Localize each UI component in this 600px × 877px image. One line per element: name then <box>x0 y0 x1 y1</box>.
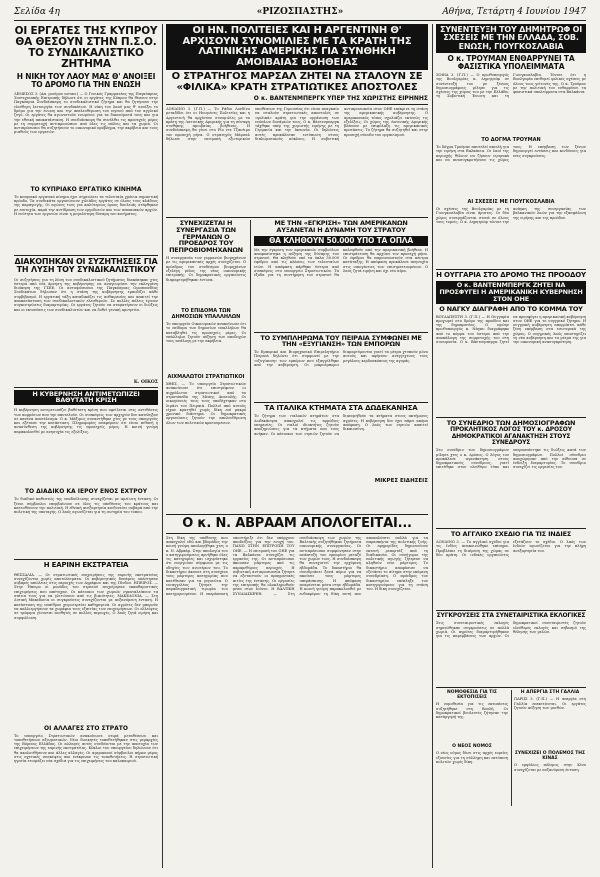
headline-cooperatives: ΣΥΓΚΡΟΥΣΕΙΣ ΣΤΑ ΣΥΝΕΤΑΙΡΙΣΤΙΚΑ ΕΚΛΟΓΙΚΕΣ <box>436 612 586 620</box>
article-text: ΣΟΦΙΑ 3. (Γ.Π.) — Ο πρωθυπουργός της Βουλγαρίας κ. Δημητρώφ σε συνέντευξή του με ξένους δημοσιογράφους μίλησε για τις σχέσεις της χώρας του με την Ελλάδα, τη Σοβιετική Ένωση και τη Γιουγκοσλαβία. Τόνισε ότι η Βουλγαρία επιθυμεί φιλικές σχέσεις με όλους τους γείτονές της. Ο κ. Τρούμαν με την πολιτική του ενθαρρύνει τα φασιστικά υπολείμματα στα Βαλκάνια. <box>436 72 586 99</box>
right-subcolumn <box>254 220 428 484</box>
subhead-yugoslavia: ΑΙ ΣΧΕΣΕΙΣ ΜΕ ΓΙΟΥΓΚΟΣΛΑΒΙΑ <box>467 198 555 205</box>
headline-drosos: ΠΡΟΚΛΗΤΙΚΟΣ ΛΟΓΟΣ ΤΟΥ κ. ΔΡΟΣΟΥ ΔΗΜΟΚΡΑΤΙΚΟΙ ΑΓΑΝΑΚΤΗΣΗ ΣΤΟΥΣ ΣΥΝΕΔΡΟΥΣ <box>450 426 572 446</box>
left-subcolumn <box>166 220 246 492</box>
article-text: Το Εμπορικό και Βιομηχανικό Επιμελητήριο Πειραιά δηλώνει ότι συμφωνεί με την «εξυγίανση» των εμπόρων που εξαγγέλθηκε από την κυβέρνηση. Οι μικροέμποροι διαμαρτύρονται γιατί τα μέτρα χτυπούν μόνο αυτούς και αφήνουν ανέγγιχτους τους μεγάλους κερδοσκόπους της αγοράς. <box>254 350 428 368</box>
article-text: Η κυβέρνηση αντιμετωπίζει βαθύτατη κρίση που οφείλεται στις αντιθέσεις των κομμάτων που την αποτελούν. Οι συσκέψεις των αρχηγών δεν κατέληξαν σε κανένα αποτέλεσμα. Ο κ. Μάξιμος συναντήθηκε χτες με τους υπουργούς και εξέτασε την κατάσταση. Πληροφορίες αναφέρουν ότι είναι πιθανή η ανασύνθεση της κυβέρνησης τις προσεχείς μέρες. Η κοινή γνώμη παρακολουθεί με ανησυχία τις εξελίξεις. <box>14 408 158 434</box>
article-text: Στις συνεταιριστικές εκλογές σημειώθηκαν συγκρούσεις σε πολλά χωριά. Οι αγρότες διαμαρτυρήθηκαν για τις παρεμβάσεις των αρχών. Οι δημοκρατικοί συνεταιριστές ζητούν ελεύθερες εκλογές και σεβασμό της θέλησης των μελών. <box>436 621 586 639</box>
article-text: Οι σχέσεις της Βουλγαρίας με τη Γιουγκοσλαβία είναι άριστες. Οι δύο χώρες συνεργάζονται στενά σε όλους τους τομείς. Ο κ. Δημητρώφ τόνισε την ανάγκη της συνεργασίας των βαλκανικών λαών για την εξασφάλιση της ειρήνης και της προόδου. <box>436 206 586 224</box>
subhead-enemy: ΤΟ ΔΙΑΔΙΚΟ ΚΑ ΙΕΡΟΥ ΕΝΟΣ ΕΧΤΡΟΥ <box>24 488 148 496</box>
subhead-france-strike: Η ΑΠΕΡΓΙΑ ΣΤΗ ΓΑΛΛΙΑ <box>520 690 580 696</box>
headline-army-increase: ΜΕ ΤΗΝ «ΕΓΚΡΙΣΗ» ΤΩΝ ΑΜΕΡΙΚΑΝΩΝ ΑΥΞΑΝΕΤΑΙ Η ΔΥΝΑΜΗ ΤΟΥ ΣΤΡΑΤΟΥ <box>274 219 408 234</box>
subhead-vandenberg: Ο κ. ΒΑΝΤΕΝΜΠΕΡΓΚ ΥΠΕΡ ΤΗΣ ΧΩΡΙΣΤΗΣ ΕΙΡΗΝΗΣ <box>253 95 428 102</box>
headline-dimitrov: ΣΥΝΕΝΤΕΥΞΗ ΤΟΥ ΔΗΜΗΤΡΩΦ ΟΙ ΣΧΕΣΕΙΣ ΜΕ ΤΗΝ ΕΛΛΑΔΑ, ΣΟΒ. ΕΝΩΣΗ, ΓΙΟΥΓΚΟΣΛΑΒΙΑ <box>436 24 586 53</box>
article-text: ΛΟΝΔΙΝΟ 3. (Γ.Π.) — Το Ράδιο Λονδίνο μεταδίδει ότι οι Ηνωμένες Πολιτείες και η Αργεντινή θα αρχίσουν συνομιλίες με τα κράτη της Λατινικής Αμερικής για τη σύναψη συνθήκης αμοιβαίας βοήθειας. Η συνδιάσκεψη θα γίνει στο Ρίο ντε Τζανέιρο τον προσεχή μήνα. Ο στρατηγός Μάρσαλ δήλωσε στην επιτροπή εξωτερικών υποθέσεων της Γερουσίας ότι είναι αναγκαίο να σταλούν στρατιωτικές αποστολές σε «φιλικά» κράτη για την οργάνωση των ενόπλων δυνάμεών τους. Ο κ. Βάντενμπεργκ τάχθηκε υπέρ της χωριστής ειρήνης με τη Γερμανία και την Ιαπωνία. Οι δηλώσεις αυτές προκάλεσαν εντύπωση στους διπλωματικούς κύκλους. Η σοβιετική αντιπροσωπεία στον ΟΗΕ επέκρινε τη στάση της αμερικανικής κυβέρνησης. Ο αμερικανικός τύπος σχολιάζει εκτενώς τις εξελίξεις. Οι χώρες της Λατινικής Αμερικής βλέπουν με επιφύλαξη τις αμερικανικές προτάσεις. Το ζήτημα θα συζητηθεί και στην προσεχή σύνοδο του οργανισμού. <box>166 107 428 142</box>
subhead-deportations: ΝΟΜΟΘΕΣΙΑ ΓΙΑ ΤΙΣ ΕΚΤΟΠΙΣΕΙΣ <box>446 690 497 701</box>
bottom-left <box>436 690 508 801</box>
article-text: ΒΟΥΔΑΠΕΣΤΗ 3. (Γ.Π.) — Η Ουγγαρία προχωρεί στο δρόμο της προόδου και της δημοκρατίας. Ο πρώην πρωθυπουργός κ. Νάγκυ διαγράφηκε από το κόμμα του ύστερα από την αποκάλυψη της συμμετοχής του στη συνωμοσία. Ο κ. Βάντενμπεργκ ζητεί να προσφύγει η αμερικανική κυβέρνηση στον ΟΗΕ για το ουγγρικό ζήτημα. Η ουγγρική κυβέρνηση απορρίπτει κάθε ξένη επέμβαση στα εσωτερικά της χώρας. Ο ουγγρικός λαός υποστηρίζει τη νέα κυβέρνηση και τα μέτρα της για την οικονομική ανασυγκρότηση. <box>436 314 586 345</box>
masthead-rule <box>14 20 586 21</box>
headline-hungary: Η ΟΥΓΓΑΡΙΑ ΣΤΟ ΔΡΟΜΟ ΤΗΣ ΠΡΟΟΔΟΥ <box>436 270 586 279</box>
headline-dodecanese: ΤΑ ΙΤΑΛΙΚΑ ΚΤΗΜΑΤΑ ΣΤΑ ΔΩΔΕΚΑΝΗΣΑ <box>264 404 418 413</box>
headline-journalists: ΤΟ ΣΥΝΕΔΡΙΟ ΤΩΝ ΔΗΜΟΣΙΟΓΡΑΦΩΝ <box>446 418 576 427</box>
bottom-block <box>436 690 586 810</box>
column-rule <box>432 24 433 868</box>
newspaper-name: «ΡΙΖΟΣΠΑΣΤΗΣ» <box>256 7 344 17</box>
bottom-right <box>514 690 586 803</box>
article-text: Το υπουργείο Οικονομικών ανακοίνωσε ότι το επίδομα των δημοσίων υπαλλήλων θα καταβληθεί τις προσεχείς μέρες. Οι υπάλληλοι ζητούν αύξηση των αποδοχών τους ανάλογη με την ακρίβεια. <box>166 322 246 344</box>
headline-nagy: Ο ΝΑΓΚΥ ΔΙΑΓΡΑΦΗ ΑΠΟ ΤΟ ΚΟΜΜΑ ΤΟΥ <box>439 304 583 313</box>
middle-block <box>166 220 428 512</box>
article-text: Το διαδικό καθεστώς της υποδούλωσης συνεχίζεται με αμείωτη ένταση. Οι ξένοι σύμβουλοι επεμβαίνουν σε όλες τις υποθέσεις του κράτους και κατευθύνουν την πολιτική. Η εθνική ανεξαρτησία κινδυνεύει σοβαρά από την πολιτική της υποταγής. Ο λαός αγωνίζεται για τη σωτηρία του τόπου. <box>14 497 158 515</box>
article-text: ΛΟΝΔΙΝΟ 3. — Το αγγλικό σχέδιο για τις Ινδίες ανακοινώθηκε επίσημα. Προβλέπει τη διαίρεση της χώρας σε δύο κράτη. Οι ινδικές οργανώσεις εξετάζουν το σχέδιο. Ο λαός των Ινδιών αγωνίζεται για την πλήρη ανεξαρτησία του. <box>436 540 586 557</box>
subcolumn-rule <box>250 220 251 508</box>
headline-india: ΤΟ ΑΓΓΛΙΚΟ ΣΧΕΔΙΟ ΓΙΑ ΤΙΣ ΙΝΔΙΕΣ <box>450 530 572 539</box>
headline-government-crisis: Η ΚΥΒΕΡΝΗΣΗ ΑΝΤΙΜΕΤΩΠΙΖΕΙ ΒΑΘΥΤΑΤΗ ΚΡΙΣΗ <box>14 390 158 406</box>
subhead-civil-servants: ΤΟ ΕΠΙΔΟΜΑ ΤΩΝ ΔΗΜΟΣΙΩΝ ΥΠΑΛΛΗΛΩΝ <box>171 308 241 321</box>
article-text: Με την έγκριση των αμερικανών συμβούλων αποφασίστηκε η αύξηση της δύναμης του στρατού. Θα κληθούν υπό τα όπλα 50.000 έφεδροι από τις κλάσεις των τελευταίων ετών. Η απόφαση πάρθηκε ύστερα από συσκέψεις στο υπουργείο Στρατιωτικών. Τα έξοδα για τη συντήρηση του στρατού θα καλυφθούν από την αμερικανική βοήθεια. Η επιστράτευση θα αρχίσει τον προσεχή μήνα. Οι έφεδροι θα παρουσιαστούν στα κέντρα κατάταξης. Η απόφαση προκάλεσε ανησυχία στις οικογένειες των επιστρατευομένων. Ο λαός ζητά ειρήνη και όχι νέο αίμα. <box>254 247 428 278</box>
column-2 <box>166 24 428 871</box>
article-text: Οι συζητήσεις για τη λύση του συνδικαλιστικού ζητήματος διακόπηκαν χτες ύστερα από νέα άρνηση της κυβέρνησης να αναγνωρίσει την εκλεγμένη διοίκηση της ΓΣΕΕ. Οι αντιπρόσωποι της Παγκόσμιας Ομοσπονδίας Συνδικάτων δήλωσαν ότι η στάση της κυβέρνησης εμποδίζει κάθε συμβιβασμό. Η εργατική τάξη καταδικάζει τις αυθαιρεσίες και απαιτεί την αποκατάσταση των συνδικαλιστικών ελευθεριών. Σε πολλές πόλεις έγιναν συγκεντρώσεις διαμαρτυρίας. Οι εργάτες ζητούν να σταματήσουν οι διώξεις και οι εκτοπίσεις των συνδικαλιστών και να δοθεί γενική αμνηστία. <box>14 277 158 312</box>
article-text: Στη δίκη της υπόθεσης που απασχολεί εδώ και βδομάδες την κοινή γνώμη απολογήθηκε χτες ο κ. Ν. Αβραάμ. Στην απολογία του ο κατηγορούμενος αρνήθηκε όλες τις κατηγορίες και ισχυρίστηκε ότι ενεργούσε σύμφωνα με τις οδηγίες των ανωτέρων του. Το δικαστήριο άκουσε στη συνέχεια τους μάρτυρες κατηγορίας που κατέθεσαν για τα γεγονότα. Ο εισαγγελέας ζήτησε την παραδειγματική τιμωρία του κατηγορουμένου. Η υπεράσπιση υποστήριξε ότι δεν υπάρχουν αποδείξεις για την ενοχή του. ΠΑΝΩ ΣΤΗΝ ΕΠΙΤΡΟΠΗ ΤΟΥ ΟΗΕ. — Η επιτροπή του ΟΗΕ για τα Βαλκάνια συνεχίζει τις εργασίες της. Οι αντιπρόσωποι άκουσαν μάρτυρες από τις παραμεθόριες περιοχές. Η σοβιετική αντιπροσωπεία ζήτησε να εξεταστούν οι πραγματικές αιτίες της έντασης. Οι εργασίες της επιτροπής θα ολοκληρωθούν μέσα στον Ιούνιο. Η ΒΑΛΤΙΚΗ ΣΥΝΔΙΑΣΚΕΨΗ. — Στη συνδιάσκεψη των χωρών της Βαλτικής συζητήθηκαν ζητήματα οικονομικής συνεργασίας. Οι αντιπρόσωποι συμφώνησαν στην ανάπτυξη του εμπορίου μεταξύ των χωρών τους. Η συνδιάσκεψη θα συνεχιστεί την ερχόμενη εβδομάδα. Το δικαστήριο θα συνεδριάσει ξανά αύριο για να ακούσει τους μάρτυρες υπεράσπισης. Η απόφαση αναμένεται μέσα στην εβδομάδα. Η κοινή γνώμη παρακολουθεί με ενδιαφέρον τη δίκη αυτή που αποκαλύπτει πολλά για τα παρασκήνια της πολιτικής ζωής. Οι εφημερίδες δημοσιεύουν εκτενή ρεπορτάζ από τη διαδικασία. Οι συνήγοροι της πολιτικής αγωγής ζήτησαν να κληθούν νέοι μάρτυρες. Το δικαστήριο αποφάσισε να εξετάσει το αίτημα στην επόμενη συνεδρίαση. Ο πρόεδρος του δικαστηρίου επέπληξε τον κατηγορούμενο για τη στάση του. Η δίκη συνεχίζεται. <box>166 535 428 596</box>
headline-50000: ΘΑ ΚΛΗΘΟΥΝ 50.000 ΥΠΟ ΤΑ ΟΠΛΑ <box>254 236 428 246</box>
subhead-prisoners: ΑΙΧΜΑΛΩΤΟΙ ΣΤΡΑΤΙΩΤΙΚΟΙ <box>167 374 245 381</box>
subhead-victory: Η ΝΙΚΗ ΤΟΥ ΛΑΟΥ ΜΑΣ Θ' ΑΝΟΙΞΕΙ ΤΟ ΔΡΟΜΟ ΓΙΑ ΤΗΝ ΕΝΩΣΗ <box>16 72 156 89</box>
subhead-cyprus-labor: ΤΟ ΚΥΠΡΙΑΚΟ ΕΡΓΑΤΙΚΟ ΚΙΝΗΜΑ <box>30 185 142 193</box>
article-text: Στο συνέδριο των δημοσιογράφων μίλησε χτες ο κ. Δρόσος. Ο λόγος του προκάλεσε αγανάκτηση στους δημοκρατικούς συνέδρους, γιατί επιτέθηκε στον ελεύθερο τύπο και υπερασπίστηκε τις διώξεις κατά των δημοσιογράφων. Πολλοί σύνεδροι αποχώρησαν από την αίθουσα σε ένδειξη διαμαρτυρίας. Το συνέδριο συνεχίζει τις εργασίες του. <box>436 448 586 470</box>
article-text: Το κυπριακό εργατικό κίνημα έχει σημειώσει τα τελευταία χρόνια σημαντική πρόοδο. Τα συνδικάτα οργανώνουν χιλιάδες εργάτες σε όλους τους κλάδους της παραγωγής. Οι αγώνες τους για καλύτερους όρους δουλειάς στέφθηκαν με επιτυχία, παρά την αντίδραση των εργοδοτών και των αποικιακών αρχών. Η ενότητα των εργατών είναι η μεγαλύτερη δύναμη του κινήματος. <box>14 194 158 216</box>
headline-cyprus-workers: ΟΙ ΕΡΓΑΤΕΣ ΤΗΣ ΚΥΠΡΟΥ ΘΑ ΘΕΣΟΥΝ ΣΤΗΝ Π.Σ.Ο. ΤΟ ΣΥΝΔΙΚΑΛΙΣΤΙΚΟ ΖΗΤΗΜΑ <box>14 25 158 71</box>
headline-marshall: Ο ΣΤΡΑΤΗΓΟΣ ΜΑΡΣΑΛ ΖΗΤΕΙ ΝΑ ΣΤΑΛΟΥΝ ΣΕ «ΦΙΛΙΚΑ» ΚΡΑΤΗ ΣΤΡΑΤΙΩΤΙΚΕΣ ΑΠΟΣΤΟΛΕΣ <box>171 71 423 93</box>
headline-piraeus: ΤΟ ΣΥΜΠΛΗΡΩΜΑ ΤΟΥ ΠΕΙΡΑΙΑ ΣΥΜΦΩΝΕΙ ΜΕ ΤΗΝ «ΕΞΥΓΙΑΝΣΗ» ΤΩΝ ΕΜΠΟΡΩΝ <box>260 333 422 349</box>
headline-vandenberg-un: Ο κ. ΒΑΝΤΕΝΜΠΕΡΓΚ ΖΗΤΕΙ ΝΑ ΠΡΟΣΦΥΓΕΙ Η ΑΜΕΡΙΚΑΝΙΚΗ ΚΥΒΕΡΝΗΣΗ ΣΤΟΝ ΟΗΕ <box>436 281 586 303</box>
subcolumn-rule <box>511 690 512 806</box>
subhead-army-changes: ΟΙ ΑΛΛΑΓΕΣ ΣΤΟ ΣΤΡΑΤΟ <box>44 724 128 732</box>
signature: Κ. ΟΙΚΟΣ <box>133 379 158 385</box>
subhead-small-news: ΜΙΚΡΕΣ ΕΙΔΗΣΕΙΣ <box>374 478 428 485</box>
article-text: Η συνεργασία των γερμανών βιομηχάνων με τις αμερικανικές αρχές συνεχίζεται. Ο πρόεδρος του συνδέσμου βιομηχάνων εξελέγη μέλος της νέας οικονομικής επιτροπής. Οι δημοκρατικές οργανώσεις διαμαρτυρήθηκαν έντονα. <box>166 256 246 282</box>
article-text: Η νομοθεσία για τις εκτοπίσεις συζητήθηκε στη Βουλή. Οι δημοκρατικοί βουλευτές ζήτησαν την κατάργησή της. <box>436 702 508 720</box>
article-text: Το δόγμα Τρούμαν αποτελεί απειλή για την ειρήνη στα Βαλκάνια. Οι λαοί της περιοχής θέλουν να ζήσουν ειρηνικά και να ανασυγκροτήσουν τις χώρες τους. Η επέμβαση των ξένων δημιουργεί εντάσεις και κινδύνους για νέες συγκρούσεις. <box>436 144 586 162</box>
article-text: ΧΘΕΣ. — Το υπουργείο Στρατιωτικών ανακοίνωσε ότι επιστρέφουν οι αιχμάλωτοι στρατιωτικοί από τα στρατόπεδα της Μέσης Ανατολής. Οι οικογένειές τους τους υποδέχτηκαν στο λιμάνι του Πειραιά. Πολλοί από αυτούς είχαν κρατηθεί χωρίς δίκη επί μακρό χρονικό διάστημα. Οι δημοκρατικές οργανώσεις ζητούν την απελευθέρωση όλων των πολιτικών κρατουμένων. <box>166 382 246 425</box>
subhead-china-war: ΣΥΝΕΧΙΖΕΙ Ο ΠΟΛΕΜΟΣ ΤΗΣ ΚΙΝΑΣ <box>514 751 586 762</box>
article-text: Το υπουργείο Στρατιωτικών ανακοίνωσε σειρά μεταθέσεων και τοποθετήσεων αξιωματικών. Νέοι διοικητές τοποθετήθηκαν στις μεραρχίες της Βόρειας Ελλάδας. Οι αλλαγές αυτές συνδέονται με την αποτυχία των επιχειρήσεων της εαρινής εκστρατείας. Κύκλοι του υπουργείου δηλώνουν ότι θα ακολουθήσουν και άλλες αλλαγές. Οι αμερικανοί σύμβουλοι πήραν μέρος στις σχετικές συσκέψεις και ενέκριναν τις τοποθετήσεις. Η στρατιωτική ηγεσία ετοιμάζει νέα σχέδια για τις επιχειρήσεις του καλοκαιριού. <box>14 733 158 764</box>
column-4 <box>436 24 586 810</box>
date-line: Αθήνα, Τετάρτη 4 Ιουνίου 1947 <box>442 7 586 17</box>
article-text: ΘΕΣΣΑΛΙΑ. — Οι στρατιωτικές επιχειρήσεις της εαρινής εκστρατείας συνεχίζονται χωρίς αποτελέσματα. Οι κυβερνητικές δυνάμεις υπέστησαν σοβαρές απώλειες στις περιοχές των Αγράφων και της Πίνδου. ΗΠΕΙΡΟΣ. — Στην Ήπειρο οι μονάδες του στρατού επιχείρησαν εκκαθαριστικές επιχειρήσεις που απέτυχαν. Οι κάτοικοι των χωριών εγκαταλείπουν τα σπίτια τους για να γλιτώσουν από τις βιαιότητες. ΜΑΚΕΔΟΝΙΑ. — Στη Δυτική Μακεδονία οι συγκρούσεις συνεχίζονται με αυξανόμενη ένταση. Η κατάσταση της υπαίθρου χειροτερεύει καθημερινά. Οι αγρότες δεν μπορούν να καλλιεργήσουν τα χωράφια τους εξαιτίας των επιχειρήσεων. Οι ελλείψεις σε τρόφιμα γίνονται αισθητές σε πολλές περιοχές. Ο λαός ζητά ειρήνη και συμφιλίωση. <box>14 572 158 620</box>
headline-avraam: Ο κ. Ν. ΑΒΡΑΑΜ ΑΠΟΛΟΓΕΙΤΑΙ... <box>182 516 412 531</box>
headline-us-argentina: ΟΙ ΗΝ. ΠΟΛΙΤΕΙΕΣ ΚΑΙ Η ΑΡΓΕΝΤΙΝΗ Θ' ΑΡΧΙΣΟΥΝ ΣΥΝΟΜΙΛΙΕΣ ΜΕ ΤΑ ΚΡΑΤΗ ΤΗΣ ΛΑΤΙΝΙΚΗΣ ΑΜΕΡΙΚΗΣ ΓΙΑ ΣΥΝΘΗΚΗ ΑΜΟΙΒΑΙΑΣ ΒΟΗΘΕΙΑΣ <box>166 24 428 70</box>
subhead-truman-doctrine: ΤΟ ΔΟΓΜΑ ΤΡΟΥΜΑΝ <box>481 136 541 143</box>
article-text: Ο νέος νόμος δίνει στις αρχές ευρείες εξουσίες για τη σύλληψη και εκτόπιση πολιτών χωρίς δίκη. <box>436 751 508 764</box>
article-text: Ο εμφύλιος πόλεμος στην Κίνα συνεχίζεται με αυξανόμενη ένταση. <box>514 763 586 772</box>
subhead-new-law: Ο ΝΕΟΣ ΝΟΜΟΣ <box>452 744 492 750</box>
headline-truman: Ο κ. ΤΡΟΥΜΑΝ ΕΝΘΑΡΡΥΝΕΙ ΤΑ ΦΑΣΙΣΤΙΚΑ ΥΠΟΛΕΙΜΜΑΤΑ <box>447 54 575 72</box>
headline-talks-interrupted: ΔΙΑΚΟΠΗΚΑΝ ΟΙ ΣΥΖΗΤΗΣΕΙΣ ΓΙΑ ΤΗ ΛΥΣΗ ΤΟΥ ΣΥΝΔΙΚΑΛΙΣΤΙΚΟΥ <box>14 256 158 275</box>
article-text: ΠΑΡΙΣΙ 3. (Γ.Π.) — Η απεργία στη Γαλλία επεκτείνεται. Οι εργάτες ζητούν αύξηση των μισθών. <box>514 697 586 710</box>
column-1 <box>14 24 158 846</box>
headline-germans: ΣΥΝΕΧΙΖΕΤΑΙ Η ΣΥΝΕΡΓΑΣΙΑ ΤΩΝ ΓΕΡΜΑΝΩΝ Ο ΠΡΟΕΔΡΟΣ ΤΟΥ ΠΕΠΡΟΒΙΟΜΗΧΑΝΩΝ <box>169 219 243 255</box>
article-text: ΛΕΜΕΣΟΣ 3. (Απ. μονίμου ανταπ.) — Ο Γενικός Γραμματέας της Παγκύπριας Συντεχνιακής Επιτροπής δήλωσε ότι οι εργάτες της Κύπρου θα θέσουν στην Παγκύπρια Συνδιάσκεψη το συνδικαλιστικό ζήτημα και θα ζητήσουν την ελεύθερη λειτουργία των συνδικάτων. Η νίκη του λαού μας θ' ανοίξει το δρόμο για την ένωση και την απελευθέρωση του νησιού από τον αγγλικό ζυγό. Οι εργάτες θα αγωνιστούν ενωμένοι για τα δικαιώματά τους και για την εθνική αποκατάσταση. Η συνδιάσκεψη θα συνέλθει τις προσεχείς μέρες με τη συμμετοχή αντιπροσώπων από όλες τις πόλεις και τα χωριά. Οι αντιπρόσωποι θα συζητήσουν το οικονομικό πρόβλημα, την ακρίβεια και τους μισθούς των εργατών. <box>14 91 158 135</box>
page-number: Σελίδα 4η <box>14 7 60 17</box>
headline-spring-campaign: Η ΕΑΡΙΝΗ ΕΚΣΤΡΑΤΕΙΑ <box>43 561 129 570</box>
column-rule <box>162 24 163 868</box>
masthead <box>14 4 586 20</box>
article-text: Το ζήτημα των ιταλικών κτημάτων στα Δωδεκάνησα απασχολεί τις αρμόδιες υπηρεσίες. Οι ιταλοί ιδιοκτήτες ζητούν αποζημιώσεις για τα κτήματα που τους ανήκαν. Οι κάτοικοι των νησιών ζητούν να διανεμηθούν τα κτήματα στους ακτήμονες αγρότες. Η κυβέρνηση δεν έχει πάρει ακόμα απόφαση. Ο λαός των νησιών απαιτεί δικαιοσύνη. <box>254 414 428 436</box>
